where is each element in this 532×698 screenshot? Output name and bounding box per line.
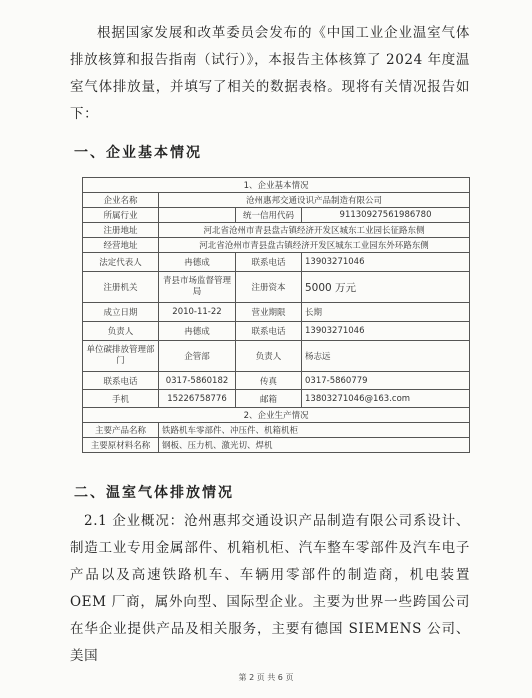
email-label: 邮箱 bbox=[236, 390, 302, 408]
contact-phone-label: 联系电话 bbox=[236, 253, 302, 272]
registered-address-value: 河北省沧州市青县盘古镇经济开发区城东工业园长征路东侧 bbox=[159, 223, 470, 238]
email-value: 13803271046@163.com bbox=[302, 390, 470, 408]
mobile-label: 手机 bbox=[83, 390, 159, 408]
industry-value bbox=[159, 208, 236, 223]
telephone-value: 0317-5860182 bbox=[159, 372, 236, 390]
dept-head-value: 杨志远 bbox=[302, 341, 470, 372]
head-phone-value: 13903271046 bbox=[302, 322, 470, 341]
operating-address-label: 经营地址 bbox=[83, 238, 159, 253]
fax-value: 0317-5860779 bbox=[302, 372, 470, 390]
registration-authority-label: 注册机关 bbox=[83, 272, 159, 303]
carbon-dept-value: 企管部 bbox=[159, 341, 236, 372]
raw-materials-value: 钢板、压力机、激光切、焊机 bbox=[159, 438, 470, 453]
intro-paragraph: 根据国家发展和改革委员会发布的《中国工业企业温室气体排放核算和报告指南（试行）》，本报告主体核算了 2024 年度温室气体排放量，并填写了相关的数据表格。现将有关情况报告如下： bbox=[70, 25, 470, 122]
registered-capital-label: 注册资本 bbox=[236, 272, 302, 303]
registration-authority-value: 青县市场监督管理局 bbox=[159, 272, 236, 303]
enterprise-info-table bbox=[82, 177, 470, 453]
company-name-label: 企业名称 bbox=[83, 193, 159, 208]
person-in-charge-value: 冉德成 bbox=[159, 322, 236, 341]
person-in-charge-label: 负责人 bbox=[83, 322, 159, 341]
company-overview-paragraph: 2.1 企业概况：沧州惠邦交通设识产品制造有限公司系设计、制造工业专用金属部件、机箱机柜、汽车整车零部件及汽车电子产品以及高速铁路机车、车辆用零部件的制造商，机电装置 OEM 厂商，属外向型、国际型企业。主要为世界一些跨国公司在华企业提供产品及相关服务，主要有德国 SIEMENS 公司、美国 bbox=[70, 513, 470, 664]
section-1-heading: 一、企业基本情况 bbox=[74, 145, 202, 161]
registered-address-label: 注册地址 bbox=[83, 223, 159, 238]
dept-head-label: 负责人 bbox=[236, 341, 302, 372]
company-name-value: 沧州惠邦交通设识产品制造有限公司 bbox=[159, 193, 470, 208]
industry-label: 所属行业 bbox=[83, 208, 159, 223]
raw-materials-label: 主要原材料名称 bbox=[83, 438, 159, 453]
business-term-value: 长期 bbox=[302, 303, 470, 322]
telephone-label: 联系电话 bbox=[83, 372, 159, 390]
page-footer: 第 2 页 共 6 页 bbox=[238, 673, 294, 682]
operating-address-value: 河北省沧州市青县盘古镇经济开发区城东工业园东外环路东侧 bbox=[159, 238, 470, 253]
production-section-title: 2、企业生产情况 bbox=[83, 408, 470, 423]
contact-phone-value: 13903271046 bbox=[302, 253, 470, 272]
credit-code-value: 91130927561986780 bbox=[302, 208, 470, 223]
section-2-heading: 二、温室气体排放情况 bbox=[74, 485, 234, 501]
credit-code-label: 统一信用代码 bbox=[236, 208, 302, 223]
legal-rep-label: 法定代表人 bbox=[83, 253, 159, 272]
business-term-label: 营业期限 bbox=[236, 303, 302, 322]
fax-label: 传真 bbox=[236, 372, 302, 390]
established-date-value: 2010-11-22 bbox=[159, 303, 236, 322]
registered-capital-value: 5000 万元 bbox=[302, 272, 470, 303]
main-products-label: 主要产品名称 bbox=[83, 423, 159, 438]
head-phone-label: 联系电话 bbox=[236, 322, 302, 341]
legal-rep-value: 冉德成 bbox=[159, 253, 236, 272]
table-title: 1、企业基本情况 bbox=[83, 178, 470, 193]
carbon-dept-label: 单位碳排放管理部门 bbox=[83, 341, 159, 372]
established-date-label: 成立日期 bbox=[83, 303, 159, 322]
main-products-value: 铁路机车零部件、冲压件、机箱机柜 bbox=[159, 423, 470, 438]
mobile-value: 15226758776 bbox=[159, 390, 236, 408]
